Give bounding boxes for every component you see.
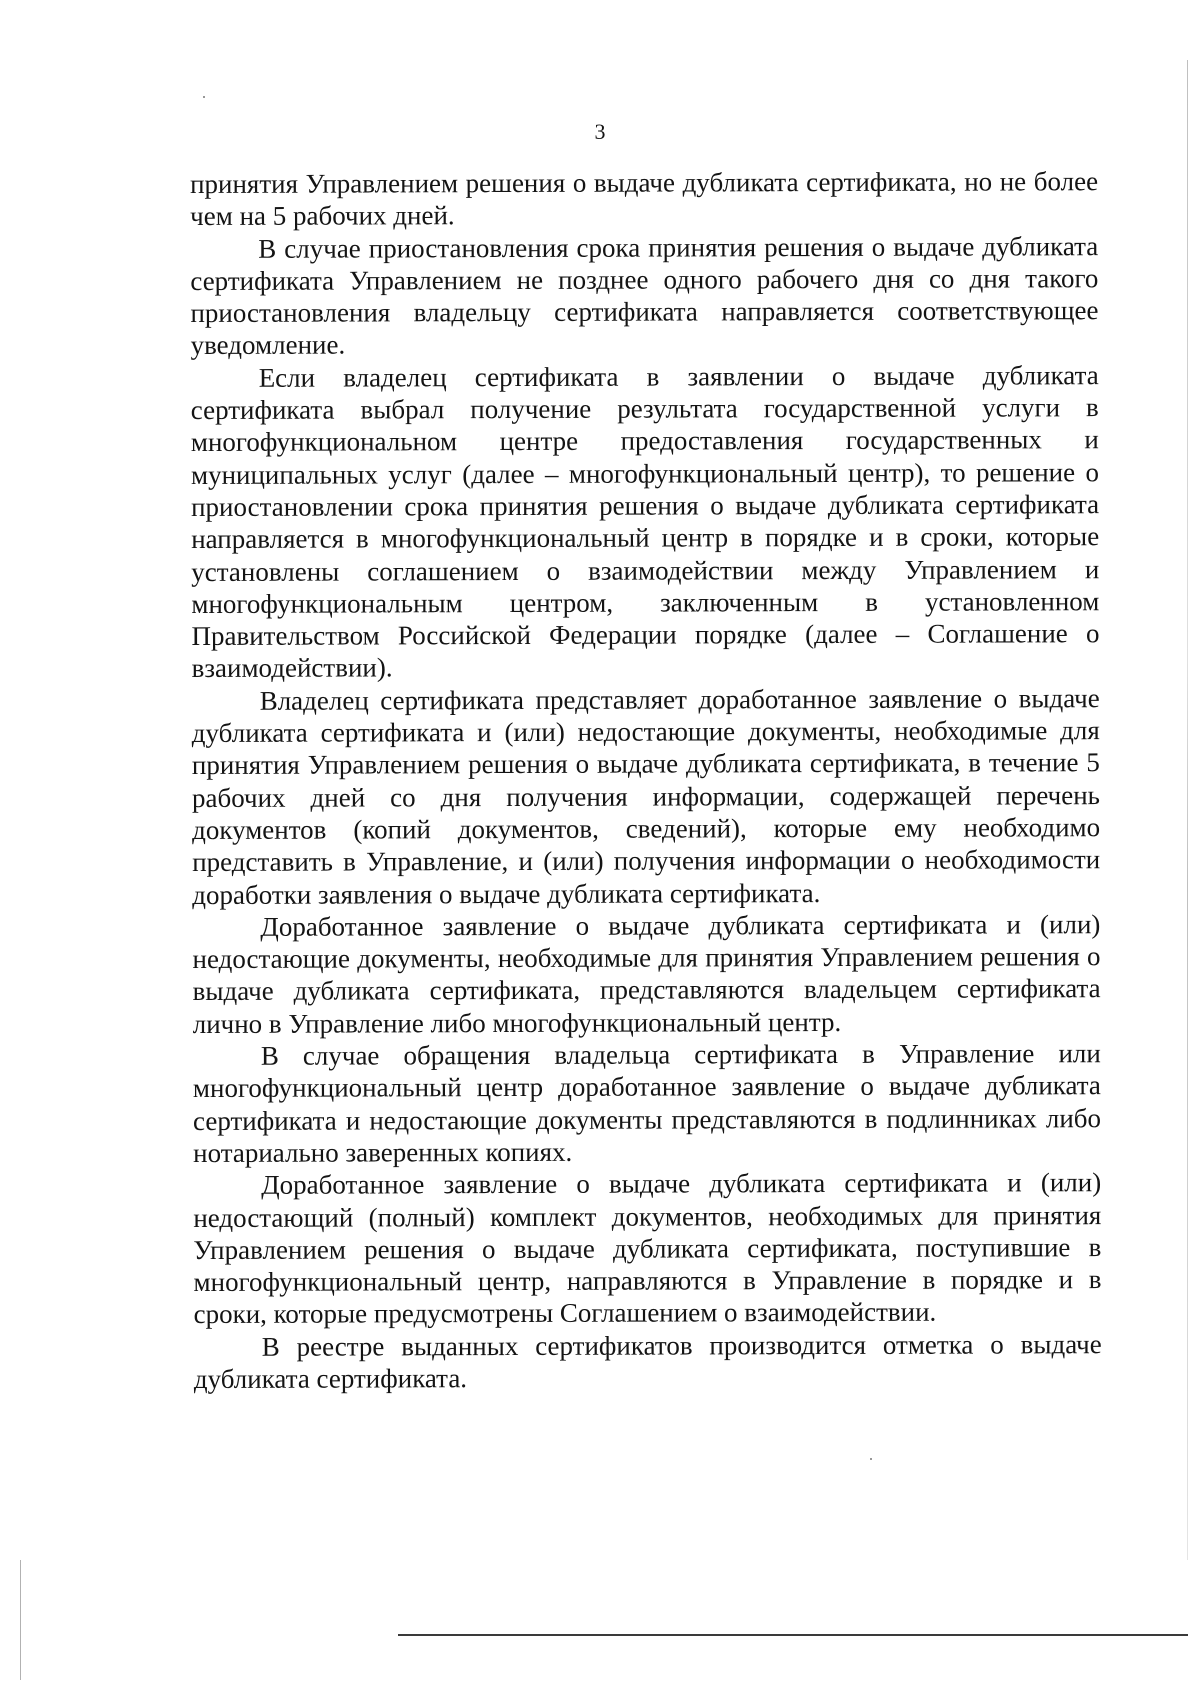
paragraph-3: Если владелец сертификата в заявлении о выдаче дубликата сертификата выбрал получение результата государственной услуги в многофункциональном центре предоставления государственных и муниципальных услуг (далее – многофункциональный центр), то решение о приостановлении срока принятия решения о выдаче дубликата сертификата направляется в многофункциональный центр в порядке и в сроки, которые установлены соглашением о взаимодействии между Управлением и многофункциональным центром, заключенным в установленном Правительством Российской Федерации порядке (далее – Соглашение о взаимодействии).	[190, 359, 1100, 684]
paragraph-7: Доработанное заявление о выдаче дубликата сертификата и (или) недостающий (полный) комплект документов, необходимых для принятия Управлением решения о выдаче дубликата сертификата, поступившие в многофункциональный центр, направляются в Управление в порядке и в сроки, которые предусмотрены Соглашением о взаимодействии.	[193, 1167, 1102, 1330]
page-number: 3	[594, 119, 606, 144]
paragraph-8: В реестре выданных сертификатов производится отметка о выдаче дубликата сертификата.	[193, 1328, 1102, 1394]
scan-edge-right	[1187, 60, 1188, 1560]
scan-speck	[870, 1458, 872, 1460]
scan-speck	[203, 96, 205, 98]
scan-edge-left	[20, 1560, 21, 1680]
paragraph-4: Владелец сертификата представляет доработанное заявление о выдаче дубликата сертификата и (или) недостающие документы, необходимые для принятия Управлением решения о выдаче дубликата сертификата, в течение 5 рабочих дней со дня получения информации, содержащей перечень документов (копий документов, сведений), которые ему необходимо представить в Управление, и (или) получения информации о необходимости доработки заявления о выдаче дубликата сертификата.	[191, 682, 1101, 910]
paragraph-5: Доработанное заявление о выдаче дубликата сертификата и (или) недостающие документы, необходимые для принятия Управлением решения о выдаче дубликата сертификата, представляются владельцем сертификата лично в Управление либо многофункциональный центр.	[192, 908, 1101, 1039]
paragraph-2: В случае приостановления срока принятия решения о выдаче дубликата сертификата Управлением не позднее одного рабочего дня со дня такого приостановления владельцу сертификата направляется соответствующее уведомление.	[190, 230, 1099, 361]
paragraph-6: В случае обращения владельца сертификата в Управление или многофункциональный центр доработанное заявление о выдаче дубликата сертификата и недостающие документы представляются в подлинниках либо нотариально заверенных копиях.	[192, 1038, 1102, 1168]
paragraph-1: принятия Управлением решения о выдаче дубликата сертификата, но не более чем на 5 рабочих дней.	[190, 166, 1099, 232]
bottom-rule	[398, 1634, 1188, 1636]
document-body	[190, 165, 1102, 1395]
